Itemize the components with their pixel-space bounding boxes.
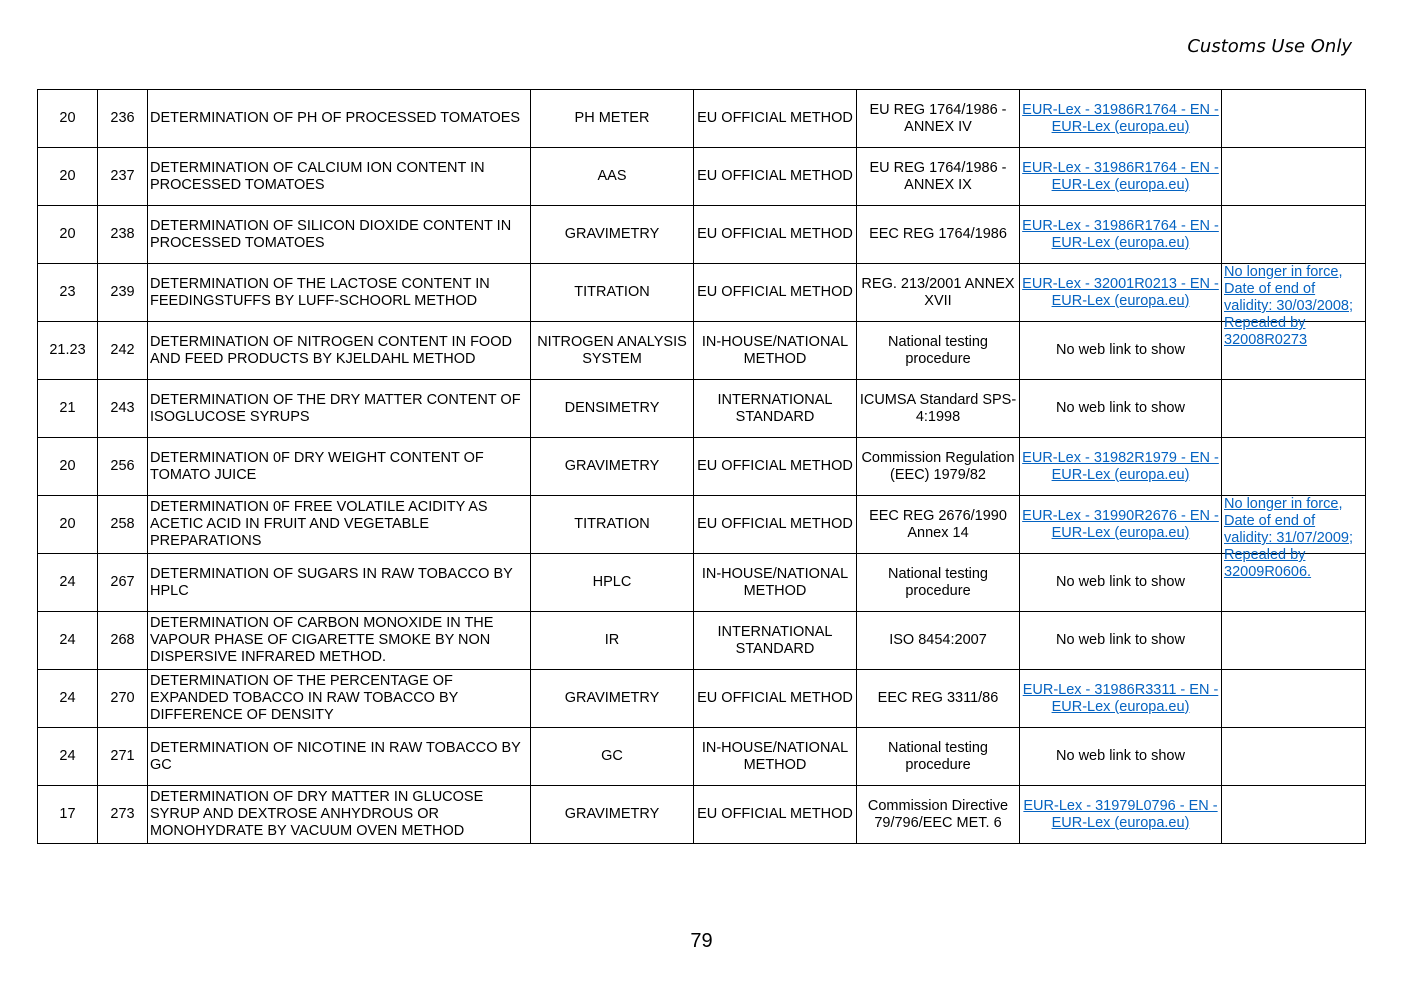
web-link-cell <box>1020 206 1222 264</box>
method-title-cell: DETERMINATION OF DRY MATTER IN GLUCOSE SYRUP AND DEXTROSE ANHYDROUS OR MONOHYDRATE BY VACUUM OVEN METHOD <box>148 786 531 844</box>
eur-lex-link[interactable]: EUR-Lex - 31990R2676 - EN - EUR-Lex (europa.eu) <box>1022 507 1219 541</box>
method-title-cell: DETERMINATION 0F DRY WEIGHT CONTENT OF TOMATO JUICE <box>148 438 531 496</box>
validity-note-cell <box>1222 380 1366 438</box>
eur-lex-link[interactable]: EUR-Lex - 32001R0213 - EN - EUR-Lex (europa.eu) <box>1022 275 1219 309</box>
legal-reference-cell: Commission Directive 79/796/EEC MET. 6 <box>857 786 1020 844</box>
technique-cell: GRAVIMETRY <box>531 206 694 264</box>
method-type-cell: EU OFFICIAL METHOD <box>694 438 857 496</box>
legal-reference-cell: EEC REG 1764/1986 <box>857 206 1020 264</box>
web-link-cell <box>1020 322 1222 380</box>
table-row <box>38 148 1366 206</box>
method-type-cell: EU OFFICIAL METHOD <box>694 496 857 554</box>
no-web-link-text: No web link to show <box>1056 748 1185 764</box>
table-row <box>38 90 1366 148</box>
validity-note-cell <box>1222 728 1366 786</box>
eur-lex-link[interactable]: EUR-Lex - 31986R1764 - EN - EUR-Lex (europa.eu) <box>1022 159 1219 193</box>
method-title-cell: DETERMINATION OF NITROGEN CONTENT IN FOOD AND FEED PRODUCTS BY KJELDAHL METHOD <box>148 322 531 380</box>
web-link-cell <box>1020 380 1222 438</box>
method-type-cell: EU OFFICIAL METHOD <box>694 264 857 322</box>
validity-note-cell <box>1222 438 1366 496</box>
eur-lex-link[interactable]: EUR-Lex - 31979L0796 - EN - EUR-Lex (europa.eu) <box>1023 797 1218 831</box>
no-web-link-text: No web link to show <box>1056 632 1185 648</box>
validity-note-cell <box>1222 90 1366 148</box>
legal-reference-cell: National testing procedure <box>857 554 1020 612</box>
web-link-cell <box>1020 670 1222 728</box>
method-title-cell: DETERMINATION OF PH OF PROCESSED TOMATOES <box>148 90 531 148</box>
method-number-cell: 256 <box>98 438 148 496</box>
web-link-cell <box>1020 554 1222 612</box>
customs-use-only-label: Customs Use Only <box>1187 36 1352 57</box>
method-title-cell: DETERMINATION OF SILICON DIOXIDE CONTENT IN PROCESSED TOMATOES <box>148 206 531 264</box>
method-number-cell: 238 <box>98 206 148 264</box>
chapter-cell: 20 <box>38 148 98 206</box>
legal-reference-cell: National testing procedure <box>857 322 1020 380</box>
table-row <box>38 264 1366 322</box>
method-number-cell: 242 <box>98 322 148 380</box>
method-type-cell: INTERNATIONAL STANDARD <box>694 612 857 670</box>
method-number-cell: 236 <box>98 90 148 148</box>
legal-reference-cell: EEC REG 3311/86 <box>857 670 1020 728</box>
method-type-cell: EU OFFICIAL METHOD <box>694 206 857 264</box>
eur-lex-link[interactable]: EUR-Lex - 31982R1979 - EN - EUR-Lex (europa.eu) <box>1022 449 1219 483</box>
technique-cell: PH METER <box>531 90 694 148</box>
technique-cell: DENSIMETRY <box>531 380 694 438</box>
table-row <box>38 206 1366 264</box>
no-web-link-text: No web link to show <box>1056 574 1185 590</box>
legal-reference-cell: National testing procedure <box>857 728 1020 786</box>
chapter-cell: 24 <box>38 554 98 612</box>
legal-reference-cell: EEC REG 2676/1990 Annex 14 <box>857 496 1020 554</box>
method-number-cell: 258 <box>98 496 148 554</box>
method-title-cell: DETERMINATION OF THE PERCENTAGE OF EXPANDED TOBACCO IN RAW TOBACCO BY DIFFERENCE OF DENSITY <box>148 670 531 728</box>
technique-cell: GRAVIMETRY <box>531 786 694 844</box>
validity-note-cell <box>1222 148 1366 206</box>
method-number-cell: 271 <box>98 728 148 786</box>
technique-cell: GC <box>531 728 694 786</box>
table-row <box>38 670 1366 728</box>
legal-reference-cell: ISO 8454:2007 <box>857 612 1020 670</box>
table-row <box>38 438 1366 496</box>
validity-note-cell <box>1222 264 1366 348</box>
table-row <box>38 322 1366 380</box>
web-link-cell <box>1020 786 1222 844</box>
method-title-cell: DETERMINATION OF SUGARS IN RAW TOBACCO BY HPLC <box>148 554 531 612</box>
chapter-cell: 21 <box>38 380 98 438</box>
validity-note-cell <box>1222 496 1366 580</box>
chapter-cell: 24 <box>38 612 98 670</box>
chapter-cell: 17 <box>38 786 98 844</box>
method-number-cell: 243 <box>98 380 148 438</box>
method-title-cell: DETERMINATION 0F FREE VOLATILE ACIDITY AS ACETIC ACID IN FRUIT AND VEGETABLE PREPARATIONS <box>148 496 531 554</box>
method-type-cell: IN-HOUSE/NATIONAL METHOD <box>694 554 857 612</box>
technique-cell: GRAVIMETRY <box>531 670 694 728</box>
method-number-cell: 270 <box>98 670 148 728</box>
chapter-cell: 20 <box>38 90 98 148</box>
page-number: 79 <box>690 930 713 952</box>
method-number-cell: 273 <box>98 786 148 844</box>
no-web-link-text: No web link to show <box>1056 342 1185 358</box>
table-row <box>38 554 1366 612</box>
method-title-cell: DETERMINATION OF THE DRY MATTER CONTENT OF ISOGLUCOSE SYRUPS <box>148 380 531 438</box>
technique-cell: NITROGEN ANALYSIS SYSTEM <box>531 322 694 380</box>
validity-note-cell <box>1222 206 1366 264</box>
method-number-cell: 267 <box>98 554 148 612</box>
method-type-cell: EU OFFICIAL METHOD <box>694 670 857 728</box>
validity-note-cell <box>1222 670 1366 728</box>
web-link-cell <box>1020 728 1222 786</box>
chapter-cell: 20 <box>38 496 98 554</box>
legal-reference-cell: EU REG 1764/1986 - ANNEX IX <box>857 148 1020 206</box>
method-type-cell: EU OFFICIAL METHOD <box>694 786 857 844</box>
web-link-cell <box>1020 496 1222 554</box>
method-title-cell: DETERMINATION OF CALCIUM ION CONTENT IN PROCESSED TOMATOES <box>148 148 531 206</box>
validity-note-cell <box>1222 612 1366 670</box>
web-link-cell <box>1020 612 1222 670</box>
table-row <box>38 728 1366 786</box>
method-title-cell: DETERMINATION OF THE LACTOSE CONTENT IN FEEDINGSTUFFS BY LUFF-SCHOORL METHOD <box>148 264 531 322</box>
method-number-cell: 239 <box>98 264 148 322</box>
legal-reference-cell: Commission Regulation (EEC) 1979/82 <box>857 438 1020 496</box>
technique-cell: HPLC <box>531 554 694 612</box>
table-row <box>38 496 1366 554</box>
legal-reference-cell: ICUMSA Standard SPS-4:1998 <box>857 380 1020 438</box>
technique-cell: TITRATION <box>531 264 694 322</box>
validity-note-link[interactable]: No longer in force, Date of end of validity: 31/07/2009; Repealed by 32009R0606. <box>1224 496 1353 580</box>
eur-lex-link[interactable]: EUR-Lex - 31986R1764 - EN - EUR-Lex (europa.eu) <box>1022 101 1219 135</box>
table-row <box>38 612 1366 670</box>
validity-note-link[interactable]: No longer in force, Date of end of validity: 30/03/2008; Repealed by 32008R0273 <box>1224 264 1353 348</box>
table-row <box>38 786 1366 844</box>
methods-table-body <box>38 90 1366 844</box>
method-title-cell: DETERMINATION OF NICOTINE IN RAW TOBACCO BY GC <box>148 728 531 786</box>
eur-lex-link[interactable]: EUR-Lex - 31986R3311 - EN - EUR-Lex (europa.eu) <box>1022 681 1219 715</box>
technique-cell: GRAVIMETRY <box>531 438 694 496</box>
chapter-cell: 24 <box>38 670 98 728</box>
chapter-cell: 20 <box>38 206 98 264</box>
chapter-cell: 23 <box>38 264 98 322</box>
method-type-cell: EU OFFICIAL METHOD <box>694 148 857 206</box>
method-type-cell: IN-HOUSE/NATIONAL METHOD <box>694 728 857 786</box>
method-number-cell: 268 <box>98 612 148 670</box>
chapter-cell: 20 <box>38 438 98 496</box>
method-type-cell: INTERNATIONAL STANDARD <box>694 380 857 438</box>
no-web-link-text: No web link to show <box>1056 400 1185 416</box>
legal-reference-cell: EU REG 1764/1986 - ANNEX IV <box>857 90 1020 148</box>
chapter-cell: 24 <box>38 728 98 786</box>
technique-cell: AAS <box>531 148 694 206</box>
table-row <box>38 380 1366 438</box>
methods-table <box>37 89 1366 844</box>
legal-reference-cell: REG. 213/2001 ANNEX XVII <box>857 264 1020 322</box>
web-link-cell <box>1020 148 1222 206</box>
chapter-cell: 21.23 <box>38 322 98 380</box>
validity-note-cell <box>1222 786 1366 844</box>
web-link-cell <box>1020 438 1222 496</box>
technique-cell: IR <box>531 612 694 670</box>
method-type-cell: IN-HOUSE/NATIONAL METHOD <box>694 322 857 380</box>
web-link-cell <box>1020 90 1222 148</box>
method-type-cell: EU OFFICIAL METHOD <box>694 90 857 148</box>
method-title-cell: DETERMINATION OF CARBON MONOXIDE IN THE VAPOUR PHASE OF CIGARETTE SMOKE BY NON DISPERSIVE INFRARED METHOD. <box>148 612 531 670</box>
eur-lex-link[interactable]: EUR-Lex - 31986R1764 - EN - EUR-Lex (europa.eu) <box>1022 217 1219 251</box>
web-link-cell <box>1020 264 1222 322</box>
technique-cell: TITRATION <box>531 496 694 554</box>
method-number-cell: 237 <box>98 148 148 206</box>
